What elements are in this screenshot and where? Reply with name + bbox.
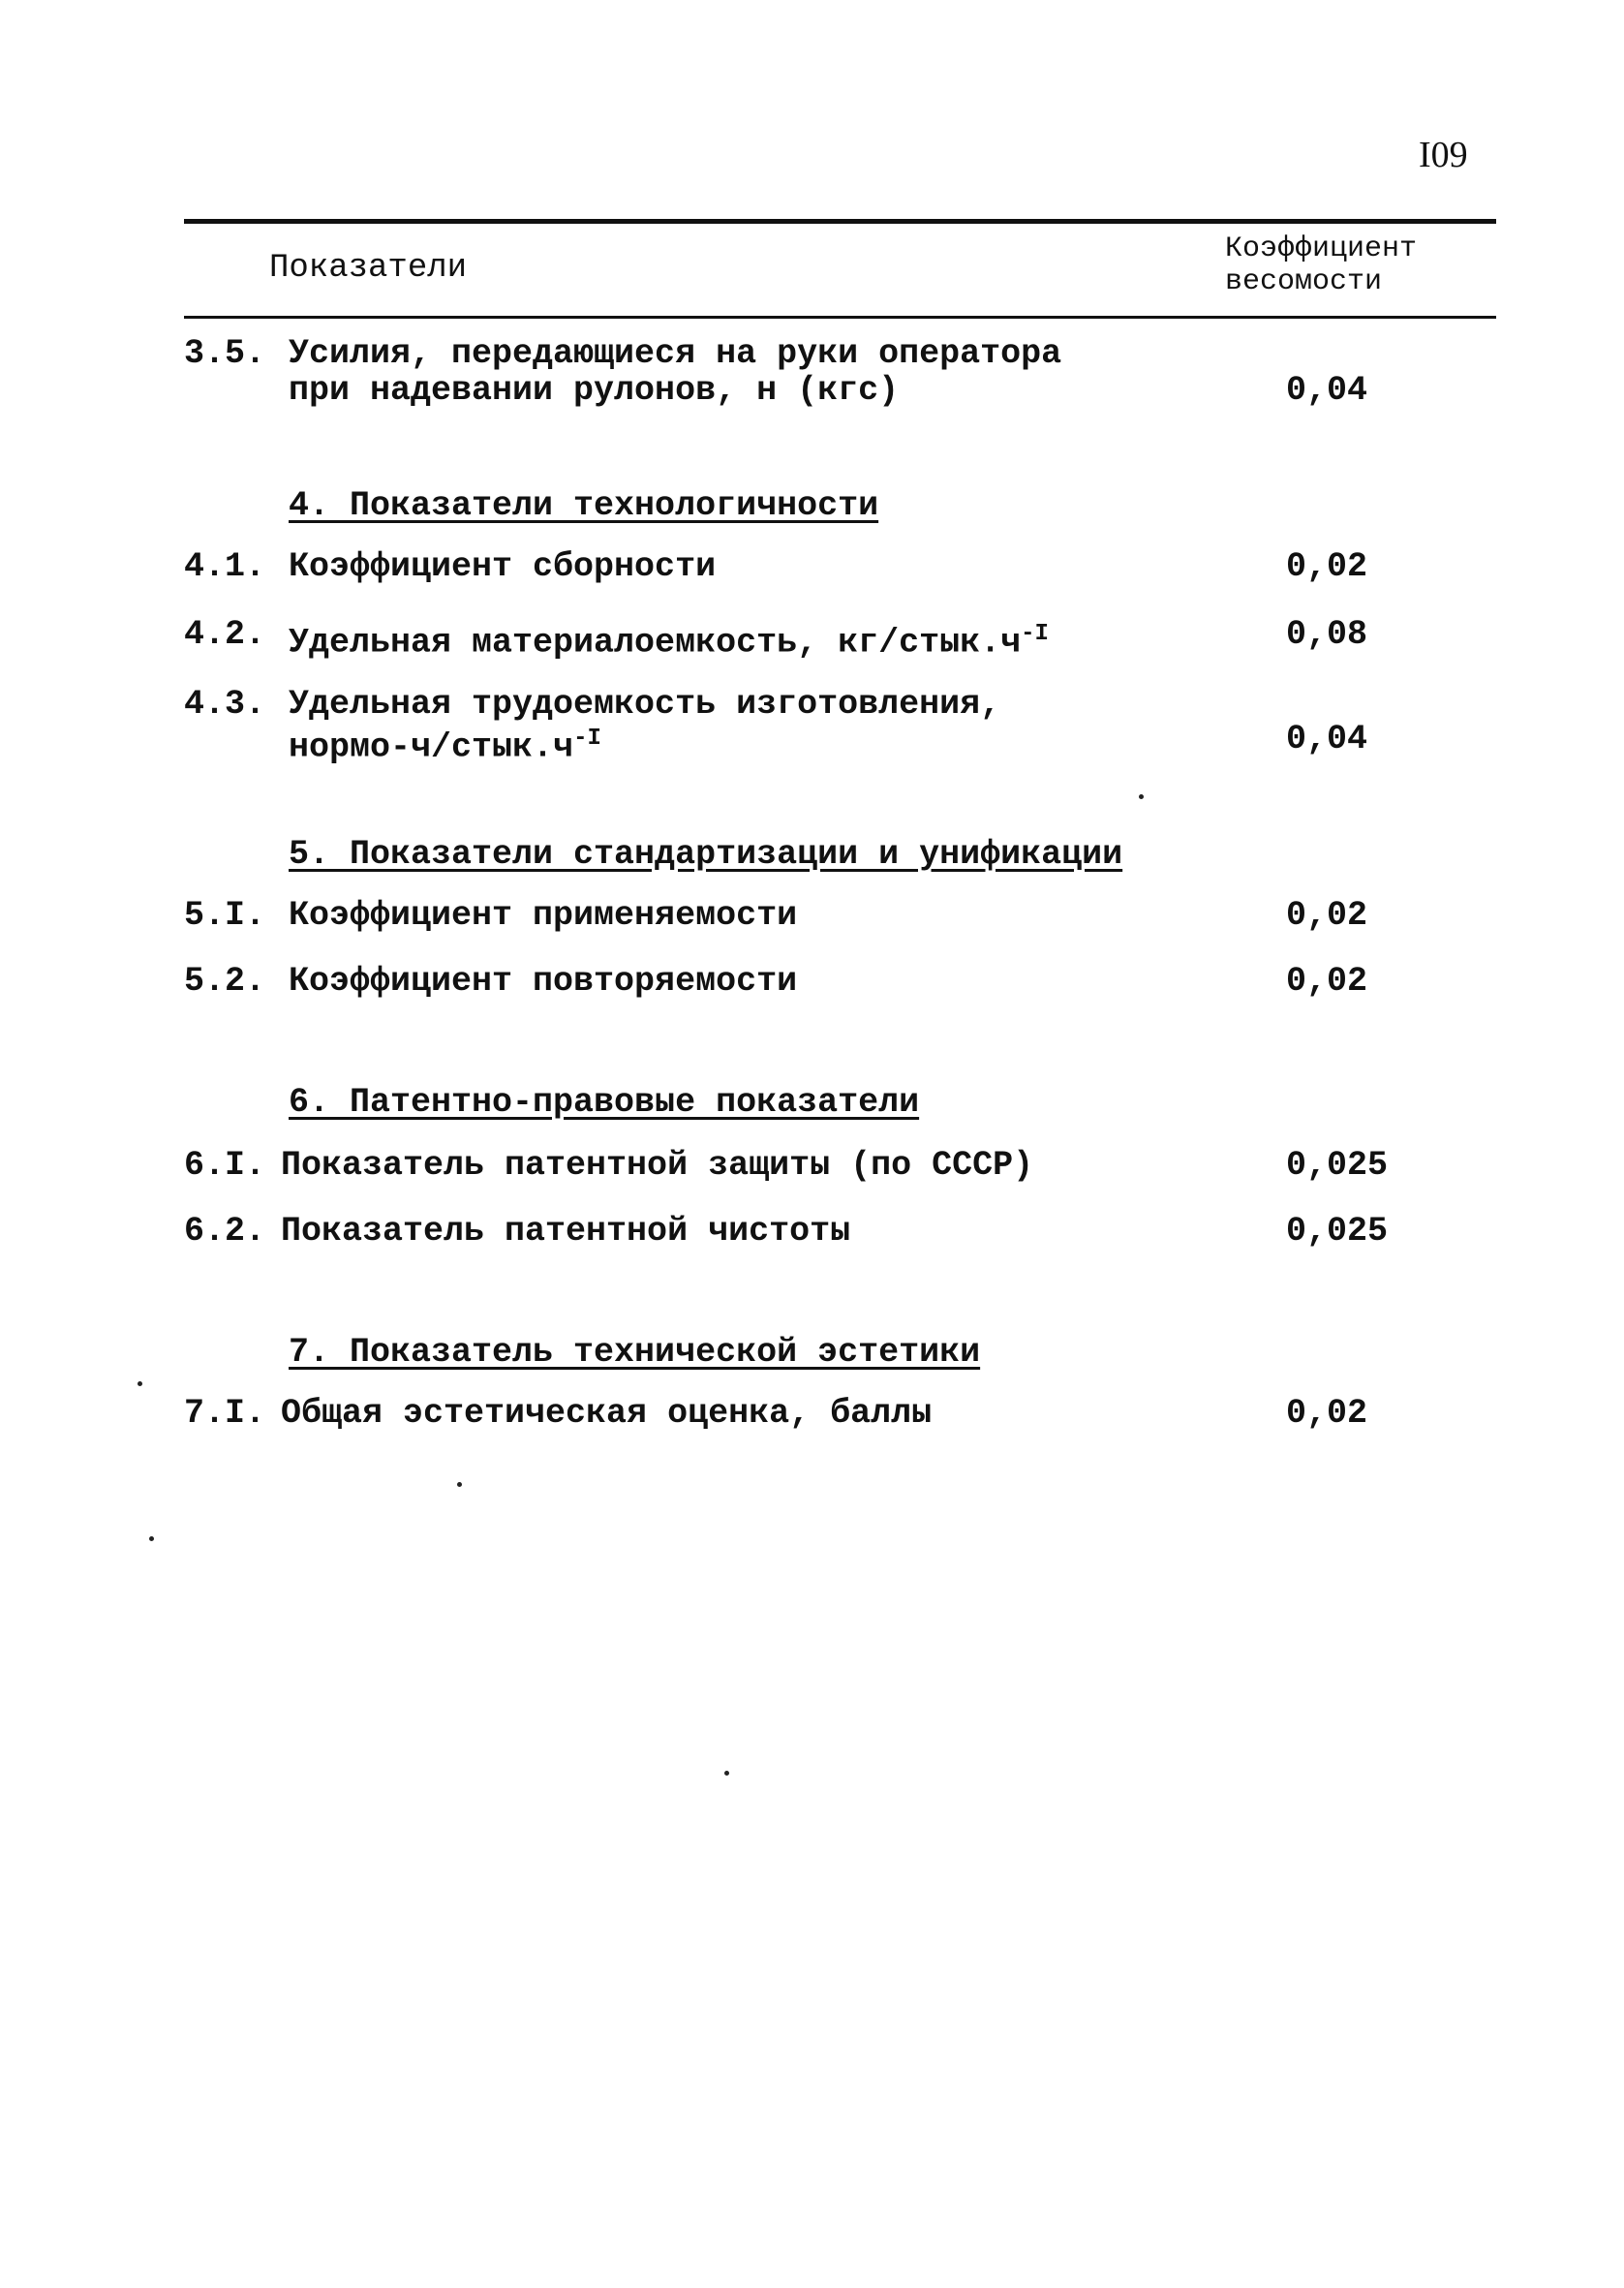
scan-speck bbox=[1139, 794, 1144, 799]
row-text-line1: Усилия, передающиеся на руки оператора bbox=[289, 334, 1062, 373]
row-value: 0,025 bbox=[1286, 1146, 1389, 1185]
section-heading-4: 4. Показатели технологичности bbox=[289, 486, 879, 525]
header-weight-line2: весомости bbox=[1225, 265, 1383, 298]
row-value: 0,02 bbox=[1286, 896, 1368, 935]
header-weight-line1: Коэффициент bbox=[1225, 232, 1418, 265]
row-value: 0,04 bbox=[1286, 720, 1368, 758]
row-text: Коэффициент применяемости bbox=[289, 896, 798, 935]
row-text-line2: при надевании рулонов, н (кгс) bbox=[289, 371, 900, 410]
row-number: 7.I. bbox=[184, 1394, 266, 1433]
scan-speck bbox=[149, 1536, 154, 1541]
section-heading-6: 6. Патентно-правовые показатели bbox=[289, 1083, 920, 1122]
row-text: Коэффициент сборности bbox=[289, 547, 717, 586]
page-number: I09 bbox=[1419, 135, 1468, 175]
row-text: Показатель патентной чистоты bbox=[281, 1212, 851, 1251]
row-text: Показатель патентной защиты (по СССР) bbox=[281, 1146, 1034, 1185]
section-heading-5: 5. Показатели стандартизации и унификации bbox=[289, 835, 1123, 874]
row-value: 0,08 bbox=[1286, 615, 1368, 654]
row-text-main: Удельная материалоемкость, кг/стык.ч bbox=[289, 623, 1022, 663]
scan-speck bbox=[457, 1482, 462, 1487]
row-text: Коэффициент повторяемости bbox=[289, 962, 798, 1001]
table-header-rule bbox=[184, 316, 1496, 319]
scan-speck bbox=[138, 1381, 142, 1386]
row-number: 5.I. bbox=[184, 896, 266, 935]
row-value: 0,02 bbox=[1286, 547, 1368, 586]
header-indicators: Показатели bbox=[269, 250, 468, 287]
row-value: 0,02 bbox=[1286, 1394, 1368, 1433]
row-number: 4.2. bbox=[184, 615, 266, 654]
row-text bbox=[289, 616, 1049, 662]
row-text-superscript: -I bbox=[1021, 621, 1049, 647]
scan-speck bbox=[724, 1771, 729, 1776]
row-value: 0,025 bbox=[1286, 1212, 1389, 1251]
row-text-line2 bbox=[289, 721, 601, 766]
row-number: 6.2. bbox=[184, 1212, 266, 1251]
table-top-rule bbox=[184, 219, 1496, 224]
row-value: 0,02 bbox=[1286, 962, 1368, 1001]
row-number: 5.2. bbox=[184, 962, 266, 1001]
row-text-main: нормо-ч/стык.ч bbox=[289, 727, 574, 767]
section-heading-7: 7. Показатель технической эстетики bbox=[289, 1333, 981, 1372]
row-number: 4.3. bbox=[184, 685, 266, 724]
row-number: 3.5. bbox=[184, 334, 266, 373]
header-weight-coefficient bbox=[1225, 232, 1417, 298]
row-number: 6.I. bbox=[184, 1146, 266, 1185]
row-value: 0,04 bbox=[1286, 371, 1368, 410]
row-number: 4.1. bbox=[184, 547, 266, 586]
row-text-superscript: -I bbox=[573, 726, 601, 752]
row-text-line1: Удельная трудоемкость изготовления, bbox=[289, 685, 1001, 724]
row-text: Общая эстетическая оценка, баллы bbox=[281, 1394, 933, 1433]
